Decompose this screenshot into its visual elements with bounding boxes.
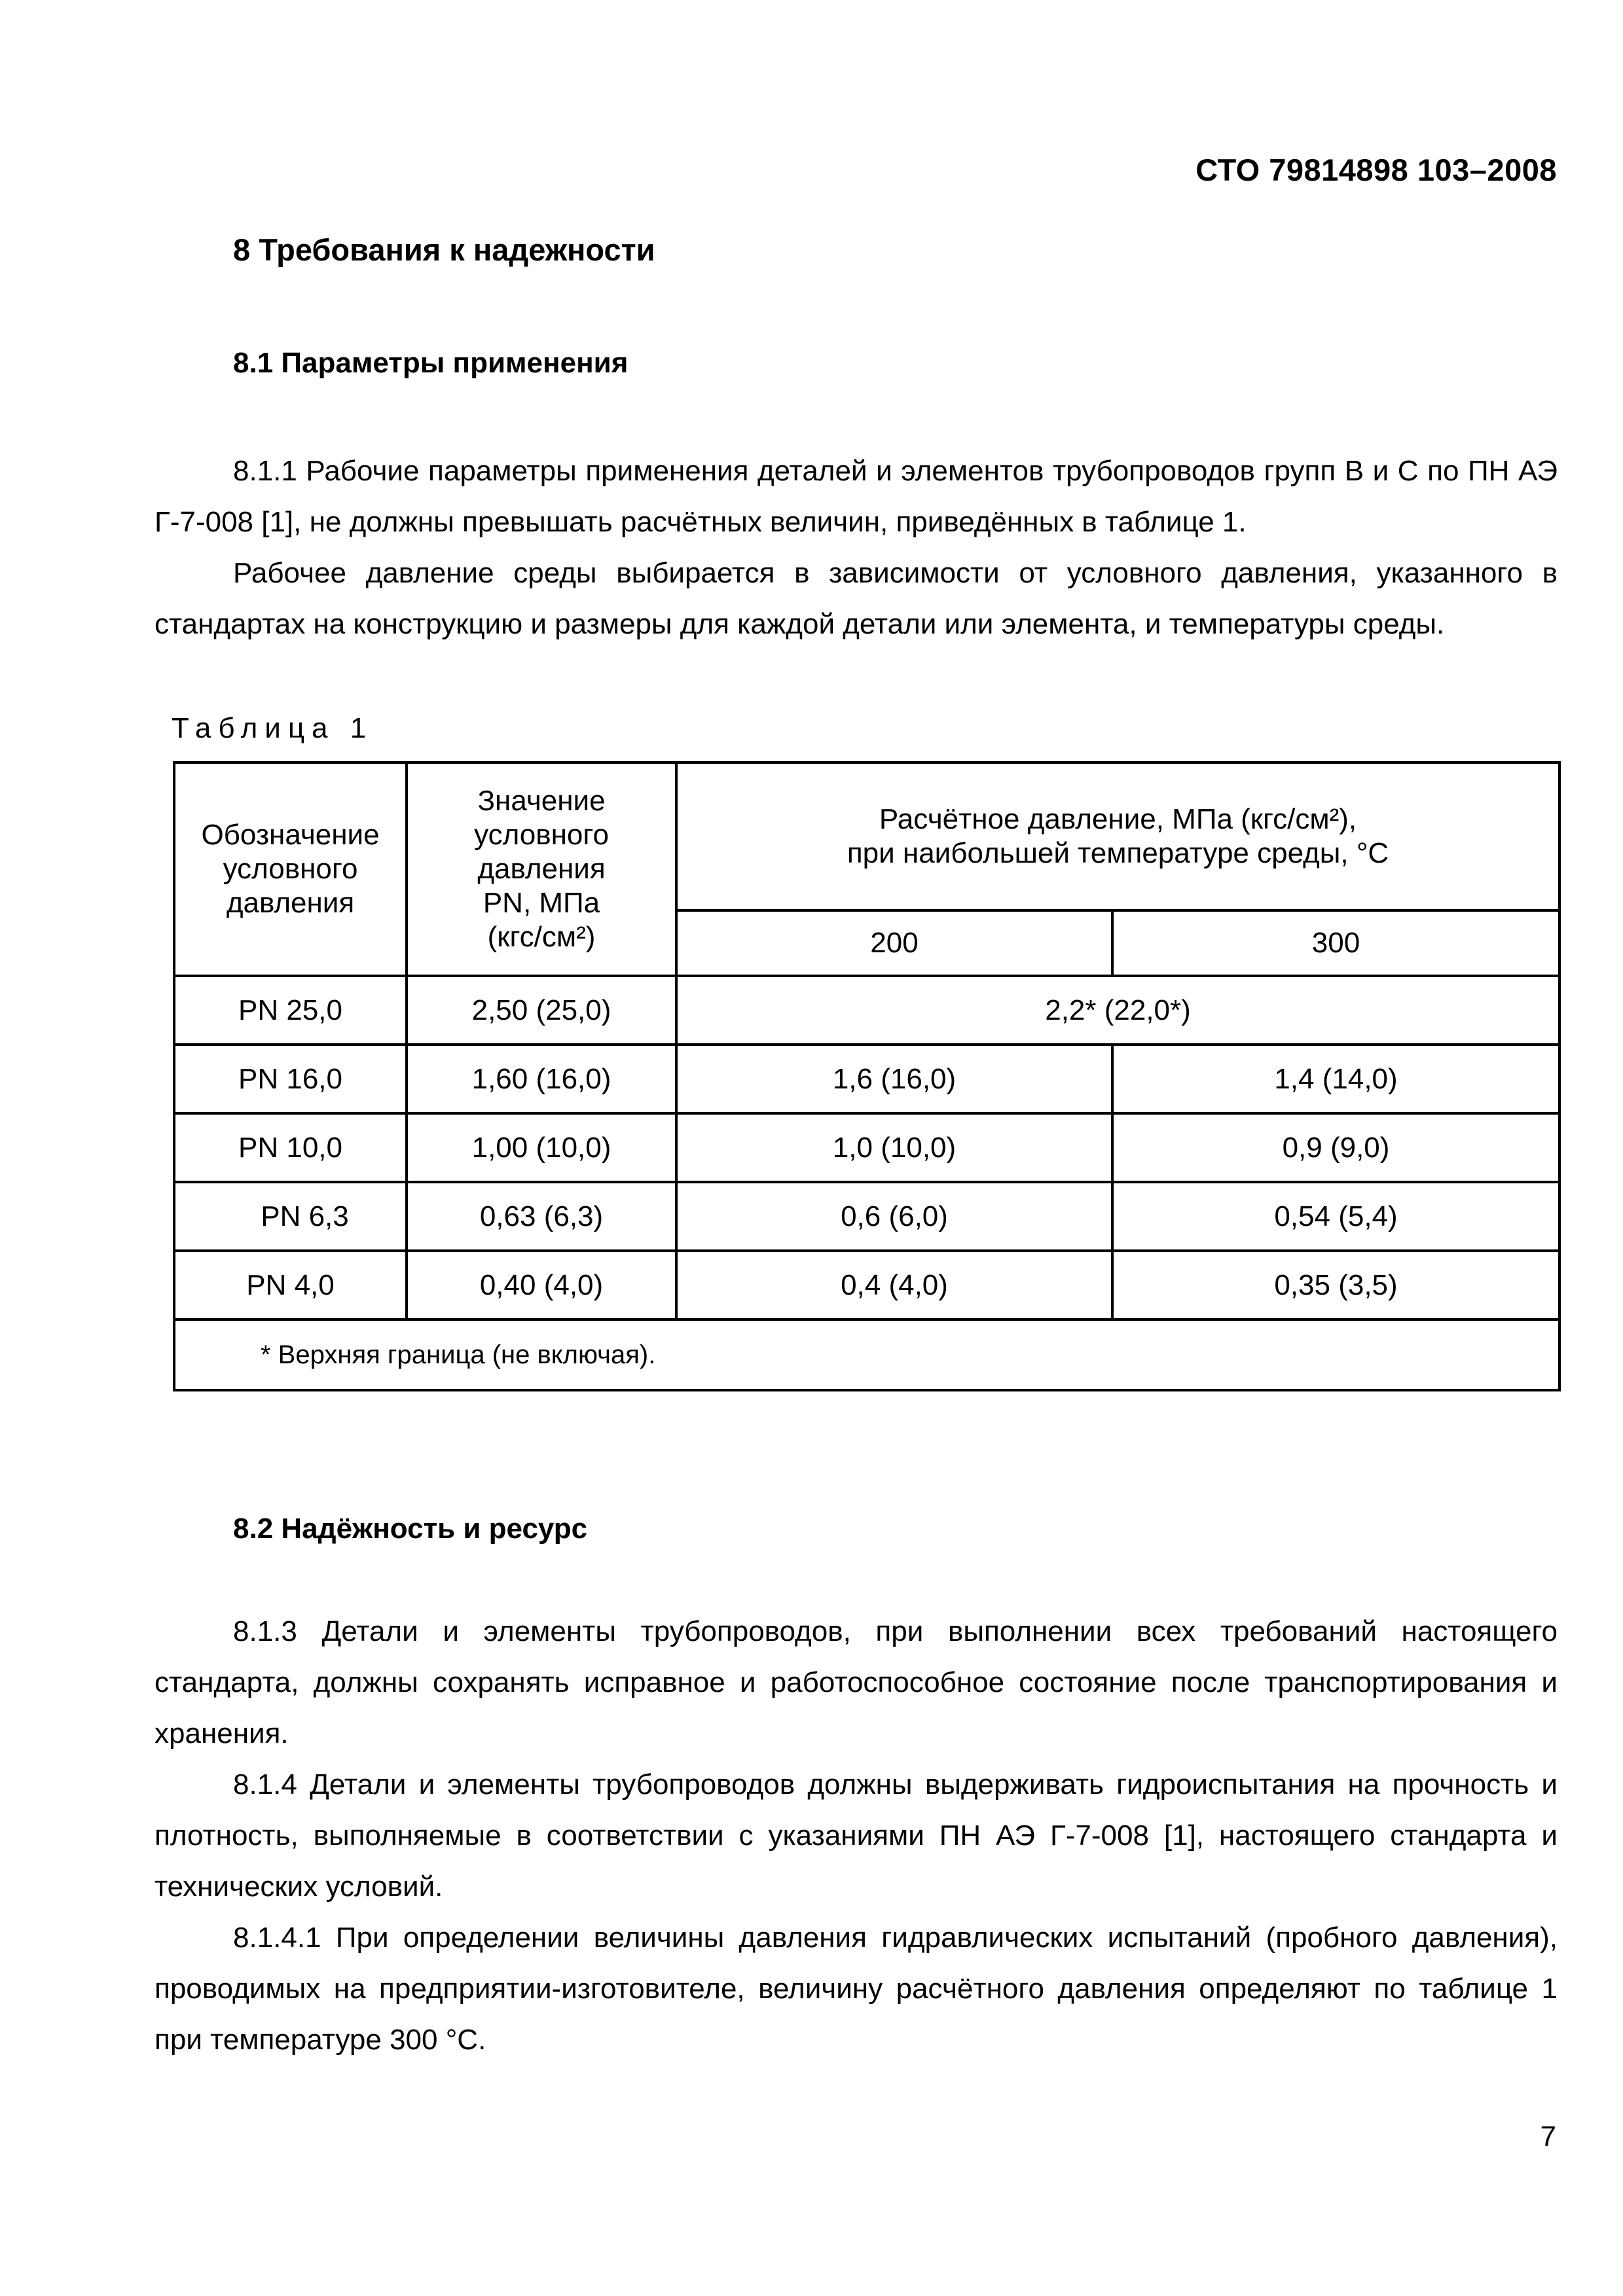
designation-cell: PN 25,0: [174, 976, 407, 1045]
table-row: [174, 976, 1559, 1045]
pressure-300-cell: 0,35 (3,5): [1112, 1251, 1559, 1319]
col-header-200: 200: [676, 910, 1112, 976]
paragraph-working-pressure: Рабочее давление среды выбирается в зависимости от условного давления, указанного в стандартах на конструкцию и размеры для каждой детали или элемента, и температуры среды.: [155, 557, 1558, 640]
table-header-row: [174, 762, 1559, 910]
col-header-nominal: Значение условного давления PN, МПа (кгс/см²): [407, 762, 676, 976]
nominal-cell: 1,60 (16,0): [407, 1045, 676, 1113]
paragraph-8-1-4-1: 8.1.4.1 При определении величины давления гидравлических испытаний (пробного давления), проводимых на предприятии-изготовителе, величину расчётного давления определяют по таблице 1 при температуре 300 °С.: [155, 1922, 1558, 2056]
nominal-cell: 2,50 (25,0): [407, 976, 676, 1045]
section-heading: 8 Требования к надежности: [233, 232, 655, 267]
col-header-design-pressure: Расчётное давление, МПа (кгс/см²), при наибольшей температуре среды, °С: [676, 762, 1559, 910]
paragraph-8-1-4: 8.1.4 Детали и элементы трубопроводов должны выдерживать гидроиспытания на прочность и плотность, выполняемые в соответствии с указаниями ПН АЭ Г-7-008 [1], настоящего стандарта и технических условий.: [155, 1768, 1558, 1903]
pressure-200-cell: 0,4 (4,0): [676, 1251, 1112, 1319]
paragraph-8-1-3: 8.1.3 Детали и элементы трубопроводов, при выполнении всех требований настоящего стандарта, должны сохранять исправное и работоспособное состояние после транспортирования и хранения.: [155, 1615, 1558, 1749]
table-row: [174, 1045, 1559, 1113]
designation-cell: PN 16,0: [174, 1045, 407, 1113]
nominal-cell: 0,63 (6,3): [407, 1182, 676, 1251]
col-header-designation: Обозначение условного давления: [174, 762, 407, 976]
subsection-heading-8-2: 8.2 Надёжность и ресурс: [233, 1513, 588, 1545]
pressure-300-cell: 1,4 (14,0): [1112, 1045, 1559, 1113]
paragraph-8-1-1: 8.1.1 Рабочие параметры применения деталей и элементов трубопроводов групп В и С по ПН АЭ Г-7-008 [1], не должны превышать расчётных величин, приведённых в таблице 1.: [155, 455, 1558, 538]
col-header-300: 300: [1112, 910, 1559, 976]
page-number: 7: [1540, 2121, 1556, 2153]
table-footnote-row: [174, 1319, 1559, 1390]
designation-cell: PN 4,0: [174, 1251, 407, 1319]
designation-cell: PN 6,3: [174, 1182, 407, 1251]
merged-pressure-cell: 2,2* (22,0*): [676, 976, 1559, 1045]
designation-cell: PN 10,0: [174, 1113, 407, 1182]
pressure-300-cell: 0,9 (9,0): [1112, 1113, 1559, 1182]
nominal-cell: 0,40 (4,0): [407, 1251, 676, 1319]
table-row: [174, 1113, 1559, 1182]
pressure-200-cell: 1,6 (16,0): [676, 1045, 1112, 1113]
pressure-300-cell: 0,54 (5,4): [1112, 1182, 1559, 1251]
subsection-heading-8-1: 8.1 Параметры применения: [233, 347, 629, 379]
pressure-200-cell: 0,6 (6,0): [676, 1182, 1112, 1251]
table-row: [174, 1251, 1559, 1319]
table-caption: Таблица 1: [172, 712, 374, 744]
table-footnote: * Верхняя граница (не включая).: [174, 1319, 1559, 1390]
table-row: [174, 1182, 1559, 1251]
document-code: СТО 79814898 103–2008: [1195, 152, 1557, 187]
pressure-200-cell: 1,0 (10,0): [676, 1113, 1112, 1182]
nominal-cell: 1,00 (10,0): [407, 1113, 676, 1182]
pressure-table: [173, 761, 1561, 1391]
